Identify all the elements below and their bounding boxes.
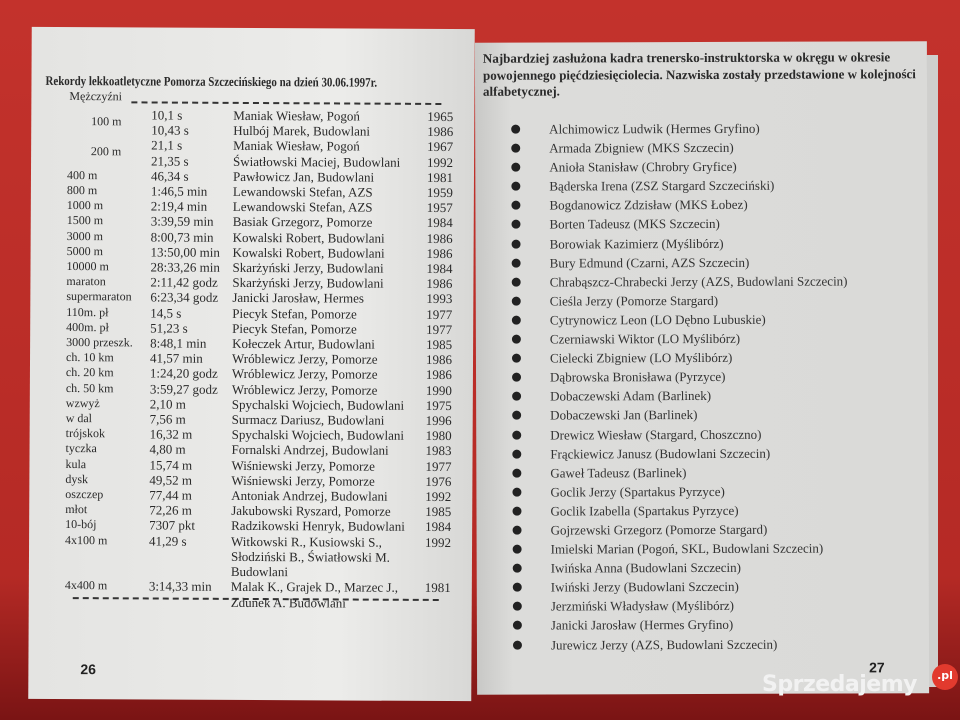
coach-item xyxy=(507,519,849,539)
coach-item xyxy=(505,157,847,177)
coach-item xyxy=(507,596,849,616)
bullet-icon xyxy=(512,392,521,401)
record-year: 1993 xyxy=(426,291,453,307)
coach-item xyxy=(507,577,849,597)
event-name: 400m. pł xyxy=(66,319,109,335)
record-holder: Malak K., Grajek D., Marzec J., xyxy=(230,579,399,596)
record-result: 15,74 m xyxy=(149,457,193,473)
event-name: ch. 20 km xyxy=(65,365,114,380)
event-name: 10-bój xyxy=(65,517,97,532)
bullet-icon xyxy=(513,602,522,611)
coach-name: Frąckiewicz Janusz (Budowlani Szczecin) xyxy=(550,445,771,462)
coach-item xyxy=(506,367,848,387)
record-result: 49,52 m xyxy=(149,472,193,488)
bullet-icon xyxy=(511,144,520,153)
coach-name: Cielecki Zbigniew (LO Myślibórz) xyxy=(549,350,733,366)
bullet-icon xyxy=(513,640,522,649)
event-name: młot xyxy=(65,502,88,517)
bullet-icon xyxy=(512,449,521,458)
coach-name: Anioła Stanisław (Chrobry Gryfice) xyxy=(549,159,737,175)
record-holder: Spychalski Wojciech, Budowlani xyxy=(231,427,405,444)
coach-name: Czerniawski Wiktor (LO Myślibórz) xyxy=(549,330,741,347)
record-year: 1984 xyxy=(426,260,453,277)
record-year: 1984 xyxy=(426,215,453,231)
record-holder: Lewandowski Stefan, AZS xyxy=(232,183,373,200)
coach-item xyxy=(506,271,848,291)
bullet-icon xyxy=(512,468,521,477)
coach-name: Janicki Jarosław (Hermes Gryfino) xyxy=(550,617,734,633)
record-year: 1983 xyxy=(425,443,452,459)
coach-item xyxy=(506,348,848,368)
record-holder: Maniak Wiesław, Pogoń xyxy=(233,107,360,124)
event-name: 100 m xyxy=(91,114,122,129)
bullet-icon xyxy=(512,354,521,363)
record-result: 16,32 m xyxy=(149,426,193,442)
record-year: 1980 xyxy=(425,428,452,444)
event-name: ch. 10 km xyxy=(65,350,114,365)
record-holder: Witkowski R., Kusiowski S., xyxy=(231,533,382,550)
record-result: 21,1 s xyxy=(151,137,183,154)
record-result: 14,5 s xyxy=(150,305,182,321)
page-number: 27 xyxy=(869,659,885,676)
bullet-icon xyxy=(511,182,520,191)
bullet-icon xyxy=(512,335,521,344)
coach-name: Armada Zbigniew (MKS Szczecin) xyxy=(549,139,734,156)
record-holder: Fornalski Andrzej, Budowlani xyxy=(231,442,389,459)
record-result: 46,34 s xyxy=(150,168,189,184)
event-name: maraton xyxy=(66,274,106,289)
event-name: 4x400 m xyxy=(64,578,108,593)
coach-name: Goclik Izabella (Spartakus Pyrzyce) xyxy=(550,502,739,519)
bullet-icon xyxy=(512,316,521,325)
record-result: 13:50,00 min xyxy=(150,244,220,260)
bullet-icon xyxy=(511,163,520,172)
record-year: 1996 xyxy=(425,412,452,429)
section-label: Mężczyźni xyxy=(69,89,123,104)
record-result: 10,43 s xyxy=(151,122,189,138)
coach-name: Cytrynowicz Leon (LO Dębno Lubuskie) xyxy=(549,311,766,328)
record-result: 1:46,5 min xyxy=(150,183,208,199)
record-holder: Słodziński B., Światłowski M. xyxy=(230,548,390,565)
record-year: 1977 xyxy=(426,321,453,337)
watermark-logo: Sprzedajemy xyxy=(762,672,917,697)
record-row xyxy=(29,578,472,611)
record-year: 1986 xyxy=(425,367,452,383)
record-result: 72,26 m xyxy=(149,502,192,518)
coach-name: Jerzmiński Władysław (Myślibórz) xyxy=(550,598,735,614)
record-holder: Piecyk Stefan, Pomorze xyxy=(232,320,357,337)
record-year: 1986 xyxy=(426,276,453,292)
event-name: 3000 przeszk. xyxy=(66,335,133,350)
record-result: 4,80 m xyxy=(149,441,186,458)
event-name: wzwyż xyxy=(65,395,100,411)
coach-name: Dobaczewski Jan (Barlinek) xyxy=(550,407,698,423)
record-year: 1984 xyxy=(425,519,452,535)
bullet-icon xyxy=(513,621,522,630)
right-page xyxy=(475,41,929,695)
record-holder: Surmacz Dariusz, Budowlani xyxy=(231,411,385,428)
record-result: 41,57 min xyxy=(149,350,203,366)
event-name: ch. 50 km xyxy=(65,380,114,395)
bullet-icon xyxy=(512,430,521,439)
record-holder: Wiśniewski Jerzy, Pomorze xyxy=(231,457,375,474)
coach-name: Borowiak Kazimierz (Myślibórz) xyxy=(549,235,724,252)
record-year: 1990 xyxy=(425,382,452,398)
record-year: 1957 xyxy=(426,200,453,216)
record-result: 2:11,42 godz xyxy=(150,274,218,291)
event-name: kula xyxy=(65,456,87,471)
record-result: 28:33,26 min xyxy=(150,259,220,275)
record-year: 1986 xyxy=(426,245,453,261)
coach-item xyxy=(507,634,849,654)
coach-item xyxy=(506,309,848,329)
bullet-icon xyxy=(513,526,522,535)
coach-item xyxy=(507,615,849,635)
bullet-icon xyxy=(513,583,522,592)
coach-item xyxy=(506,290,848,310)
event-name: 5000 m xyxy=(66,243,103,259)
record-year: 1992 xyxy=(425,488,452,505)
record-holder: Kołeczek Artur, Budowlani xyxy=(232,335,375,352)
record-result: 3:59,27 godz xyxy=(149,381,218,397)
coaches-intro: Najbardziej zasłużona kadra trenersko-instruktorska w okręgu w okresie powojennego pięćdziesięciolecia. Nazwiska zostały przedstawione w kolejności alfabetycznej. xyxy=(482,49,916,99)
record-year: 1977 xyxy=(426,306,453,322)
coach-name: Dobaczewski Adam (Barlinek) xyxy=(550,388,712,404)
record-holder: Wróblewicz Jerzy, Pomorze xyxy=(231,366,378,383)
event-name: w dal xyxy=(65,411,93,426)
bullet-icon xyxy=(512,411,521,420)
coach-name: Goclik Jerzy (Spartakus Pyrzyce) xyxy=(550,483,725,500)
bullet-icon xyxy=(511,201,520,210)
record-holder: Wróblewicz Jerzy, Pomorze xyxy=(231,381,378,398)
coach-name: Drewicz Wiesław (Stargard, Choszczno) xyxy=(550,426,762,443)
record-holder: Skarżyński Jerzy, Budowlani xyxy=(232,259,384,276)
record-holder: Radzikowski Henryk, Budowlani xyxy=(231,518,405,535)
coach-item xyxy=(506,329,848,349)
bullet-icon xyxy=(513,564,522,573)
bullet-icon xyxy=(512,373,521,382)
event-name: dysk xyxy=(65,471,89,487)
record-result: 7,56 m xyxy=(149,411,186,427)
event-name: 400 m xyxy=(66,167,98,183)
coach-name: Gojrzewski Grzegorz (Pomorze Stargard) xyxy=(550,521,768,538)
coach-item xyxy=(506,443,848,463)
coach-item xyxy=(506,500,848,520)
record-result: 10,1 s xyxy=(151,107,183,123)
record-year: 1986 xyxy=(425,352,453,368)
coach-item xyxy=(507,558,849,578)
record-year: 1992 xyxy=(427,154,454,170)
event-name: supermaraton xyxy=(66,289,132,304)
record-result: 77,44 m xyxy=(149,487,192,503)
records-table xyxy=(29,107,475,611)
bullet-icon xyxy=(512,277,521,286)
page-number: 26 xyxy=(80,661,97,678)
record-result: 7307 pkt xyxy=(149,517,196,534)
event-name: 10000 m xyxy=(66,259,109,274)
record-holder: Światłowski Maciej, Budowlani xyxy=(233,153,401,170)
event-name: trójskok xyxy=(65,426,106,441)
coach-name: Chrabąszcz-Chrabecki Jerzy (AZS, Budowlani Szczecin) xyxy=(549,273,848,290)
bullet-icon xyxy=(512,258,521,267)
record-result: 3:14,33 min xyxy=(148,578,212,595)
record-result: 2,10 m xyxy=(149,396,186,412)
record-holder: Skarżyński Jerzy, Budowlani xyxy=(232,275,384,291)
coach-item xyxy=(506,233,848,253)
record-holder: Wiśniewski Jerzy, Pomorze xyxy=(231,472,375,489)
event-name: 4x100 m xyxy=(65,532,108,547)
record-result: 3:39,59 min xyxy=(150,213,214,230)
coach-name: Iwiński Jerzy (Budowlani Szczecin) xyxy=(550,579,739,595)
record-year: 1985 xyxy=(426,336,453,353)
record-result: 8:48,1 min xyxy=(150,335,207,351)
record-year: 1986 xyxy=(426,230,453,246)
record-year: 1975 xyxy=(425,397,452,413)
coach-item xyxy=(506,424,848,444)
record-holder: Wróblewicz Jerzy, Pomorze xyxy=(231,351,378,367)
bullet-icon xyxy=(512,239,521,248)
record-holder: Piecyk Stefan, Pomorze xyxy=(232,305,357,322)
coach-item xyxy=(507,539,849,559)
coach-item xyxy=(505,214,847,234)
record-holder: Janicki Jarosław, Hermes xyxy=(232,290,365,307)
record-result: 1:24,20 godz xyxy=(149,365,218,382)
bullet-icon xyxy=(511,220,520,229)
coach-name: Bogdanowicz Zdzisław (MKS Łobez) xyxy=(549,197,748,213)
record-row xyxy=(29,533,472,581)
record-holder: Maniak Wiesław, Pogoń xyxy=(233,138,360,154)
record-year: 1977 xyxy=(425,458,452,474)
records-title: Rekordy lekkoatletyczne Pomorza Szczecińskiego na dzień 30.06.1997r. xyxy=(45,72,378,90)
coach-name: Imielski Marian (Pogoń, SKL, Budowlani Szczecin) xyxy=(550,540,824,557)
record-holder: Kowalski Robert, Budowlani xyxy=(232,229,385,246)
coach-name: Iwińska Anna (Budowlani Szczecin) xyxy=(550,560,741,576)
left-page xyxy=(28,27,475,701)
record-result: 41,29 s xyxy=(149,533,187,549)
bullet-icon xyxy=(513,545,522,554)
coach-item xyxy=(505,138,847,158)
coach-name: Cieśla Jerzy (Pomorze Stargard) xyxy=(549,292,719,309)
coach-item xyxy=(505,195,847,215)
coach-name: Dąbrowska Bronisława (Pyrzyce) xyxy=(550,369,726,385)
coaches-list xyxy=(505,118,849,654)
record-year: 1981 xyxy=(424,580,451,596)
coach-item xyxy=(505,176,847,196)
record-holder: Antoniak Andrzej, Budowlani xyxy=(231,487,388,504)
bullet-icon xyxy=(511,125,520,134)
event-name: 110m. pł xyxy=(66,304,109,319)
event-name: 1500 m xyxy=(66,213,104,228)
record-holder: Basiak Grzegorz, Pomorze xyxy=(232,214,373,231)
coach-name: Bury Edmund (Czarni, AZS Szczecin) xyxy=(549,254,750,271)
record-year: 1967 xyxy=(427,139,454,155)
coach-item xyxy=(506,386,848,406)
record-year: 1981 xyxy=(426,169,454,185)
record-result: 8:00,73 min xyxy=(150,229,214,245)
event-name: 1000 m xyxy=(66,198,104,213)
event-name: 200 m xyxy=(90,144,122,159)
record-year: 1965 xyxy=(427,108,454,125)
record-result: 21,35 s xyxy=(151,153,189,169)
coach-name: Bąderska Irena (ZSZ Stargard Szczeciński) xyxy=(549,178,775,194)
record-year: 1959 xyxy=(426,184,453,201)
event-name: tyczka xyxy=(65,441,97,456)
record-holder: Spychalski Wojciech, Budowlani xyxy=(231,396,405,413)
record-result: 51,23 s xyxy=(150,320,188,336)
coach-name: Gaweł Tadeusz (Barlinek) xyxy=(550,464,687,481)
record-holder: Zdunek A. Budowlani xyxy=(230,594,346,610)
coach-item xyxy=(506,405,848,425)
coach-item xyxy=(506,252,848,272)
record-year: 1985 xyxy=(425,504,452,520)
record-result: 2:19,4 min xyxy=(150,198,208,214)
coach-name: Alchimowicz Ludwik (Hermes Gryfino) xyxy=(549,120,760,137)
bullet-icon xyxy=(512,296,521,305)
coach-item xyxy=(506,462,848,482)
coach-name: Jurewicz Jerzy (AZS, Budowlani Szczecin) xyxy=(550,636,778,653)
record-holder: Kowalski Robert, Budowlani xyxy=(232,244,385,261)
watermark-badge: .pl xyxy=(932,664,958,690)
event-name: 3000 m xyxy=(66,228,104,243)
record-holder: Hulbój Marek, Budowlani xyxy=(233,123,371,139)
record-result: 6:23,34 godz xyxy=(150,289,219,306)
record-holder: Pawłowicz Jan, Budowlani xyxy=(232,168,375,185)
coach-name: Borten Tadeusz (MKS Szczecin) xyxy=(549,216,720,233)
bullet-icon xyxy=(512,507,521,516)
record-holder: Lewandowski Stefan, AZS xyxy=(232,199,373,215)
event-name: 800 m xyxy=(66,183,98,198)
record-year: 1986 xyxy=(427,124,454,140)
coach-item xyxy=(506,481,848,501)
top-divider xyxy=(131,101,441,105)
record-holder: Jakubowski Ryszard, Pomorze xyxy=(231,503,391,520)
coach-item xyxy=(505,118,847,138)
bullet-icon xyxy=(512,487,521,496)
record-year: 1976 xyxy=(425,473,452,489)
record-holder: Budowlani xyxy=(230,563,289,580)
record-year: 1992 xyxy=(425,534,452,550)
event-name: oszczep xyxy=(65,487,104,502)
